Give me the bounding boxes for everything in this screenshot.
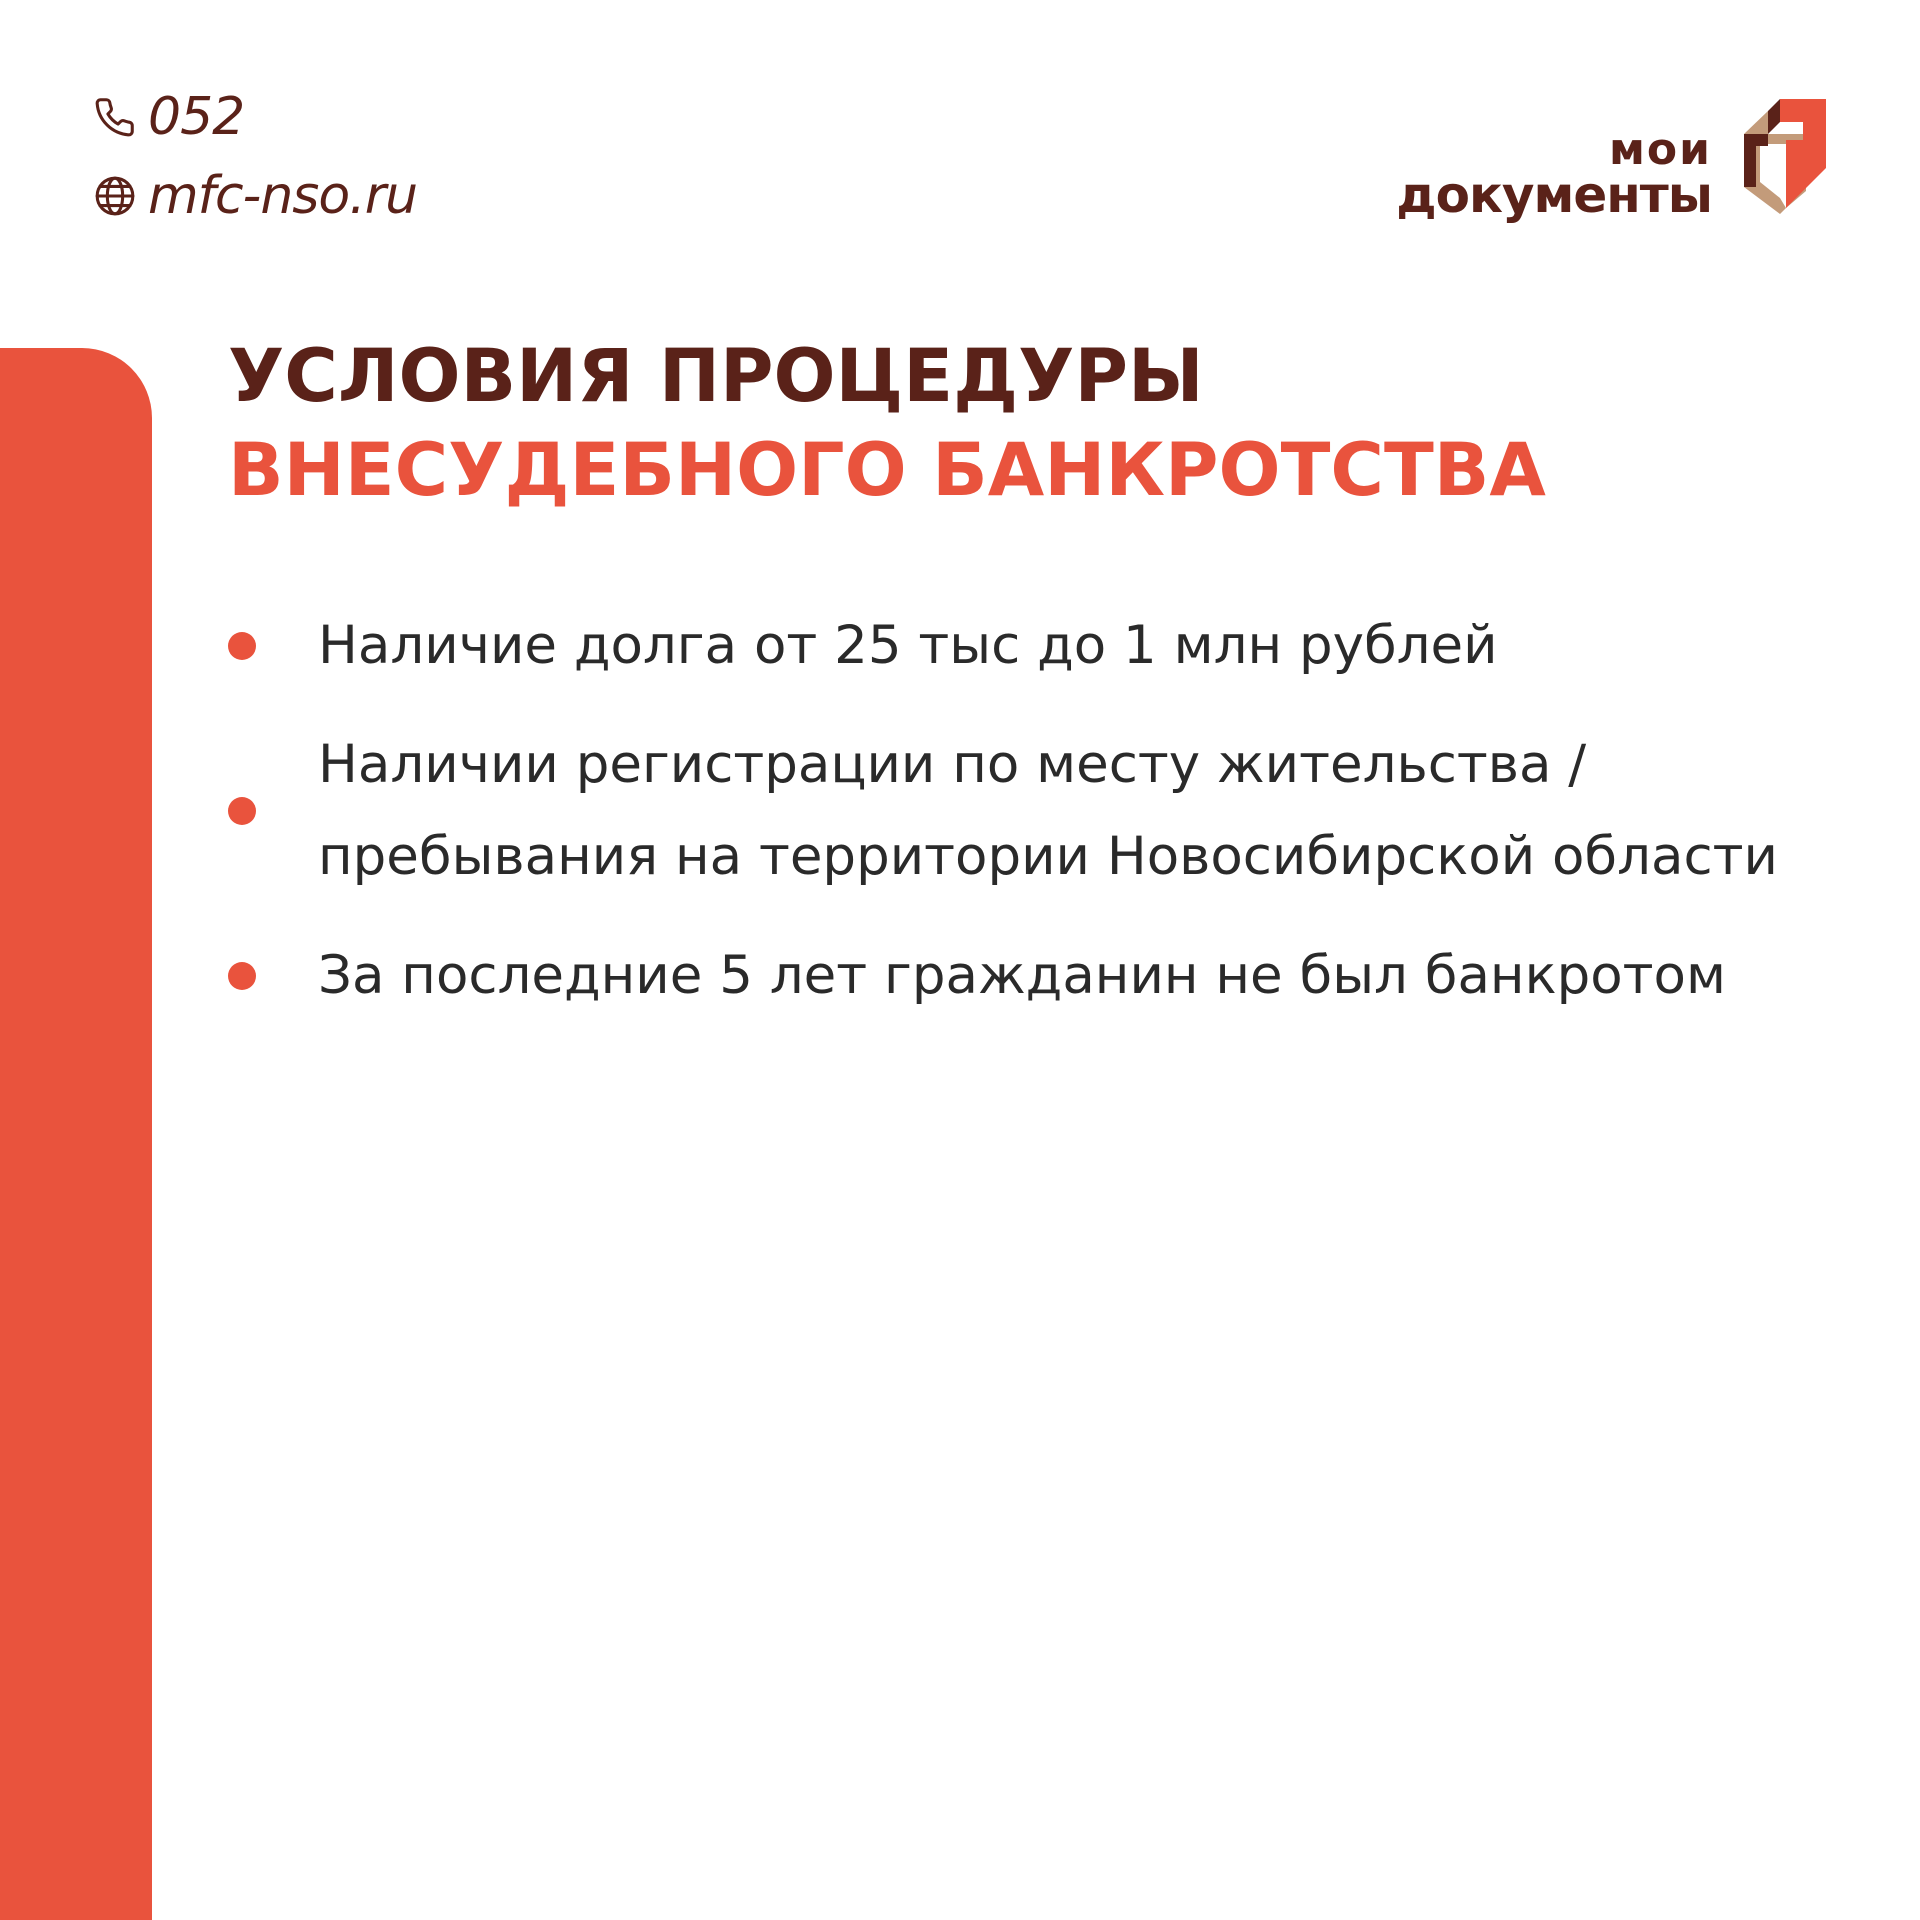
bullet-icon: [228, 632, 256, 660]
phone-icon: [92, 94, 138, 140]
contact-block: [92, 82, 417, 231]
title-line-2: ВНЕСУДЕБНОГО БАНКРОТСТВА: [228, 428, 1546, 513]
phone-number: 052: [148, 87, 245, 147]
list-item: [228, 719, 1778, 903]
condition-text: Наличие долга от 25 тыс до 1 млн рублей: [318, 615, 1498, 676]
website-link: mfc-nso.ru: [148, 166, 418, 226]
website-contact[interactable]: [92, 161, 417, 231]
title-line-1: УСЛОВИЯ ПРОЦЕДУРЫ: [228, 334, 1204, 419]
list-item: [228, 930, 1768, 1022]
conditions-list: [228, 600, 1778, 1022]
phone-contact[interactable]: [92, 82, 417, 152]
moi-dokumenty-logo-icon: [1740, 94, 1830, 216]
bullet-icon: [228, 797, 256, 825]
accent-side-bar: [0, 348, 152, 1920]
bullet-icon: [228, 962, 256, 990]
logo-text-bottom: документы: [1396, 166, 1712, 224]
moi-dokumenty-logo: [1398, 94, 1830, 226]
list-item: [228, 600, 1768, 692]
logo-text-top: мои: [1608, 124, 1712, 175]
page-title: [228, 330, 1546, 518]
condition-text-line-1: Наличии регистрации по месту жительства /: [318, 734, 1587, 795]
condition-text: За последние 5 лет гражданин не был банкротом: [318, 945, 1726, 1006]
condition-text: [318, 719, 1778, 903]
condition-text-line-2: пребывания на территории Новосибирской области: [318, 826, 1778, 887]
globe-icon: [92, 173, 138, 219]
